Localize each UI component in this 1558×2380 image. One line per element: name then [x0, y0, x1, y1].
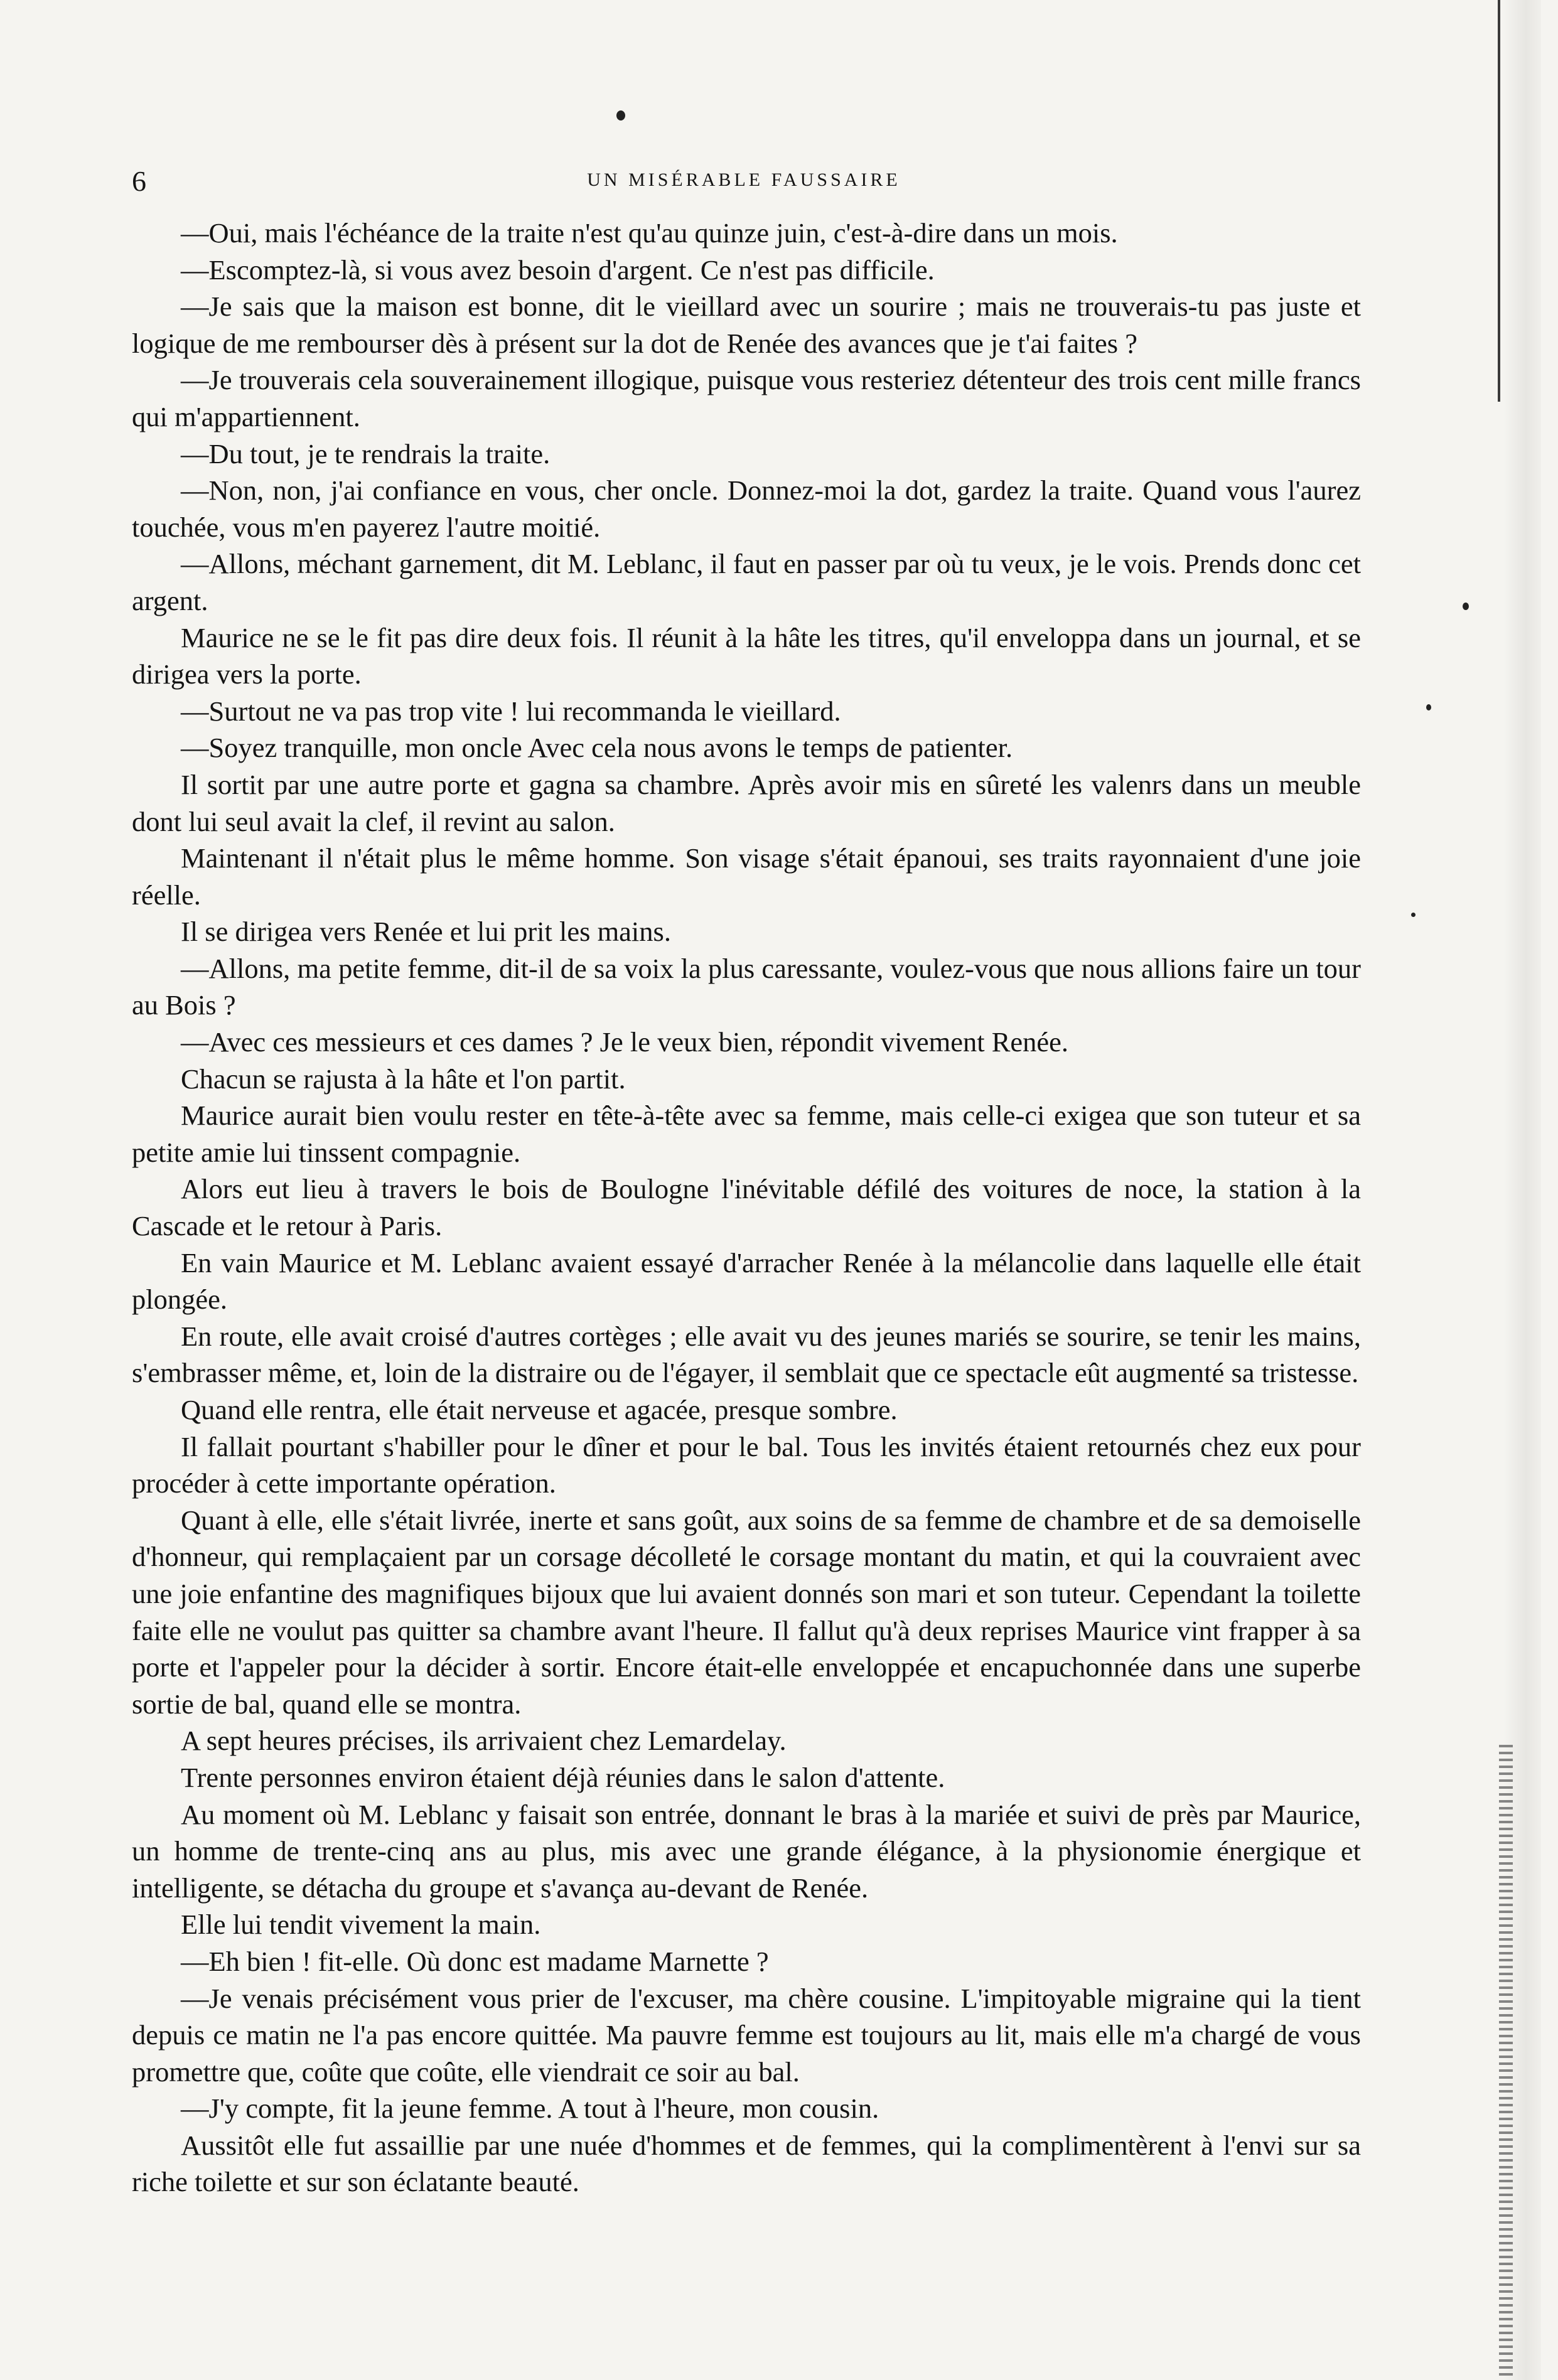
paragraph: —Eh bien ! fit-elle. Où donc est madame Marnette ?: [181, 1945, 769, 1977]
paragraph: Aussitôt elle fut assaillie par une nuée d'hommes et de femmes, qui la complimentèrent à l'envi sur sa riche toilette et sur son éclatante beauté.: [132, 2129, 1361, 2198]
paragraph: Quand elle rentra, elle était nerveuse et agacée, presque sombre.: [181, 1394, 898, 1425]
paragraph: Quant à elle, elle s'était livrée, inerte et sans goût, aux soins de sa femme de chambre et de sa demoiselle d'honneur, qui remplaçaient par un corsage décolleté le corsage montant du matin, et qui la couvraient avec une joie enfantine des magnifiques bijoux que lui avaient donnés son mari et son tuteur. Cependant la toilette faite elle ne voulut pas quitter sa chambre avant l'heure. Il fallut qu'à deux reprises Maurice vint frapper à sa porte et l'appeler pour la décider à sortir. Encore était-elle enveloppée et encapuchonnée dans une superbe sortie de bal, quand elle se montra.: [132, 1504, 1361, 1720]
paragraph: Trente personnes environ étaient déjà réunies dans le salon d'attente.: [181, 1761, 945, 1793]
paragraph: Maurice aurait bien voulu rester en tête-à-tête avec sa femme, mais celle-ci exigea que son tuteur et sa petite amie lui tinssent compagnie.: [132, 1100, 1361, 1168]
print-speck: [1463, 603, 1469, 610]
paragraph: —Surtout ne va pas trop vite ! lui recommanda le vieillard.: [181, 695, 841, 727]
paragraph: En route, elle avait croisé d'autres cortèges ; elle avait vu des jeunes mariés se sourire, se tenir les mains, s'embrasser même, et, loin de la distraire ou de l'égayer, il semblait que ce spectacle eût augmenté sa tristesse.: [132, 1320, 1361, 1389]
page-number: 6: [132, 165, 146, 197]
paragraph: Chacun se rajusta à la hâte et l'on partit.: [181, 1063, 626, 1095]
paragraph: Alors eut lieu à travers le bois de Boulogne l'inévitable défilé des voitures de noce, la station à la Cascade et le retour à Paris.: [132, 1173, 1361, 1242]
paragraph: —Allons, ma petite femme, dit-il de sa voix la plus caressante, voulez-vous que nous allions faire un tour au Bois ?: [132, 952, 1361, 1021]
paragraph: Il fallait pourtant s'habiller pour le dîner et pour le bal. Tous les invités étaient retournés chez eux pour procéder à cette importante opération.: [132, 1430, 1361, 1499]
paragraph: —J'y compte, fit la jeune femme. A tout à l'heure, mon cousin.: [181, 2093, 879, 2125]
page-header: [132, 164, 1356, 202]
paragraph: —Allons, méchant garnement, dit M. Leblanc, il faut en passer par où tu veux, je le vois. Prends donc cet argent.: [132, 548, 1361, 616]
page-edge-line: [1498, 0, 1500, 402]
paragraph: —Du tout, je te rendrais la traite.: [181, 437, 551, 469]
paragraph: A sept heures précises, ils arrivaient chez Lemardelay.: [181, 1725, 787, 1757]
paragraph: Elle lui tendit vivement la main.: [181, 1909, 541, 1941]
paragraph: —Non, non, j'ai confiance en vous, cher oncle. Donnez-moi la dot, gardez la traite. Quand vous l'aurez touchée, vous m'en payerez l'autre moitié.: [132, 474, 1361, 543]
paragraph: Il se dirigea vers Renée et lui prit les mains.: [181, 916, 671, 948]
paragraph: —Je venais précisément vous prier de l'excuser, ma chère cousine. L'impitoyable migraine qui la tient depuis ce matin ne l'a pas encore quittée. Ma pauvre femme est toujours au lit, mais elle m'a chargé de vous promettre que, coûte que coûte, elle viendrait ce soir au bal.: [132, 1982, 1361, 2088]
print-speck: [616, 110, 625, 121]
paragraph: Maurice ne se le fit pas dire deux fois. Il réunit à la hâte les titres, qu'il enveloppa dans un journal, et se dirigea vers la porte.: [132, 621, 1361, 690]
running-title: UN MISÉRABLE FAUSSAIRE: [587, 169, 901, 190]
print-speck: [1426, 704, 1431, 710]
paragraph: Maintenant il n'était plus le même homme. Son visage s'était épanoui, ses traits rayonnaient d'une joie réelle.: [132, 842, 1361, 911]
paragraph: —Escomptez-là, si vous avez besoin d'argent. Ce n'est pas difficile.: [181, 254, 935, 286]
paragraph: —Je trouverais cela souverainement illogique, puisque vous resteriez détenteur des trois cent mille francs qui m'appartiennent.: [132, 364, 1361, 432]
paragraph: Il sortit par une autre porte et gagna sa chambre. Après avoir mis en sûreté les valenrs dans un meuble dont lui seul avait la clef, il revint au salon.: [132, 768, 1361, 837]
binding-edge-pattern: [1499, 1745, 1513, 2380]
body-text: [132, 215, 1361, 2200]
paragraph: —Avec ces messieurs et ces dames ? Je le veux bien, répondit vivement Renée.: [181, 1026, 1069, 1058]
paragraph: En vain Maurice et M. Leblanc avaient essayé d'arracher Renée à la mélancolie dans laquelle elle était plongée.: [132, 1246, 1361, 1316]
paragraph: —Je sais que la maison est bonne, dit le vieillard avec un sourire ; mais ne trouverais-tu pas juste et logique de me rembourser dès à présent sur la dot de Renée des avances que je t'ai faites ?: [132, 291, 1361, 359]
paragraph: —Soyez tranquille, mon oncle Avec cela nous avons le temps de patienter.: [181, 732, 1013, 764]
print-speck: [1411, 913, 1416, 917]
paragraph: —Oui, mais l'échéance de la traite n'est qu'au quinze juin, c'est-à-dire dans un mois.: [181, 217, 1118, 249]
paragraph: Au moment où M. Leblanc y faisait son entrée, donnant le bras à la mariée et suivi de près par Maurice, un homme de trente-cinq ans au plus, mis avec une grande élégance, à la physionomie énergique et intelligente, se détacha du groupe et s'avança au-devant de Renée.: [132, 1798, 1361, 1904]
